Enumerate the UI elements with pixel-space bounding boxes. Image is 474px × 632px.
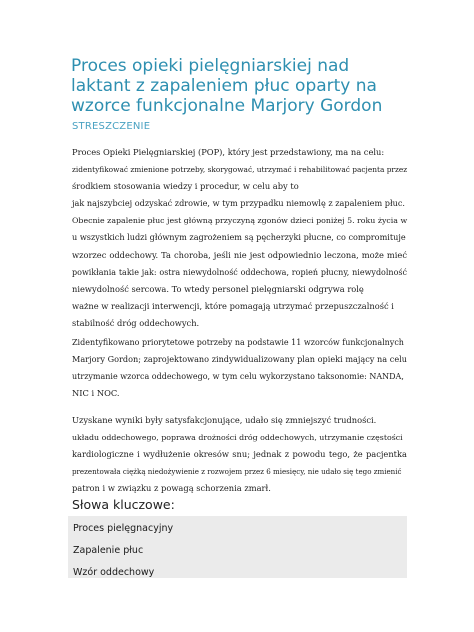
text-line: Proces Opieki Pielęgniarskiej (POP), który jest przedstawiony, ma na celu: — [72, 147, 385, 157]
keywords-heading: Słowa kluczowe: — [72, 497, 175, 512]
abstract-label: STRESZCZENIE — [72, 121, 151, 132]
text-line: powikłania takie jak: ostra niewydolność oddechowa, ropień płucny, niewydolność — [72, 267, 407, 277]
text-line: układu oddechowego, poprawa drożności dróg oddechowych, utrzymanie częstości — [72, 433, 403, 443]
text-line: zidentyfikować zmienione potrzeby, skorygować, utrzymać i rehabilitować pacjenta przez — [72, 165, 408, 175]
text-line: wzorzec oddechowy. Ta choroba, jeśli nie jest odpowiednio leczona, może mieć — [72, 249, 407, 260]
keyword-item: Wzór oddechowy — [73, 567, 155, 578]
keyword-item: Proces pielęgnacyjny — [73, 523, 174, 534]
text-line: środkiem stosowania wiedzy i procedur, w celu aby to — [72, 181, 299, 192]
text-line: Uzyskane wyniki były satysfakcjonujące, udało się zmniejszyć trudności. — [72, 415, 377, 425]
text-line: Marjory Gordon; zaprojektowano zindywidualizowany plan opieki mający na celu — [72, 354, 407, 365]
text-line: niewydolność sercowa. To wtedy personel pielęgniarski odgrywa rolę — [72, 283, 364, 294]
text-line: utrzymanie wzorca oddechowego, w tym celu wykorzystano taksonomie: NANDA, — [72, 372, 404, 382]
text-line: Zidentyfikowano priorytetowe potrzeby na podstawie 11 wzorców funkcjonalnych — [72, 338, 404, 347]
text-line: NIC i NOC. — [72, 388, 120, 399]
keyword-item: Zapalenie płuc — [73, 545, 144, 556]
text-line: stabilność dróg oddechowych. — [72, 317, 200, 328]
text-line: u wszystkich ludzi głównym zagrożeniem są pęcherzyki płucne, co compromituje — [72, 232, 406, 243]
title-line: wzorce funkcjonalne Marjory Gordon — [71, 96, 383, 116]
title-line: Proces opieki pielęgniarskiej nad — [71, 56, 350, 76]
text-line: patron i w związku z powagą schorzenia zmarł. — [72, 483, 271, 494]
abstract-paragraph-2 — [72, 334, 407, 402]
text-line: kardiologiczne i wydłużenie okresów snu; jednak z powodu tego, że pacjentka — [72, 449, 407, 460]
abstract-paragraph-1 — [72, 144, 407, 332]
abstract-paragraph-3 — [72, 412, 407, 497]
document-title — [71, 56, 411, 116]
title-line: laktant z zapaleniem płuc oparty na — [71, 76, 377, 96]
keywords-list — [68, 516, 407, 578]
text-line: Obecnie zapalenie płuc jest główną przyczyną zgonów dzieci poniżej 5. roku życia w — [72, 216, 408, 226]
text-line: ważne w realizacji interwencji, które pomagają utrzymać przepuszczalność i — [72, 300, 394, 311]
text-line: jak najszybciej odzyskać zdrowie, w tym przypadku niemowlę z zapaleniem płuc. — [72, 198, 405, 209]
text-line: prezentowała ciężką niedożywienie z rozwojem przez 6 miesięcy, nie udało się tego zmienić — [72, 467, 402, 477]
